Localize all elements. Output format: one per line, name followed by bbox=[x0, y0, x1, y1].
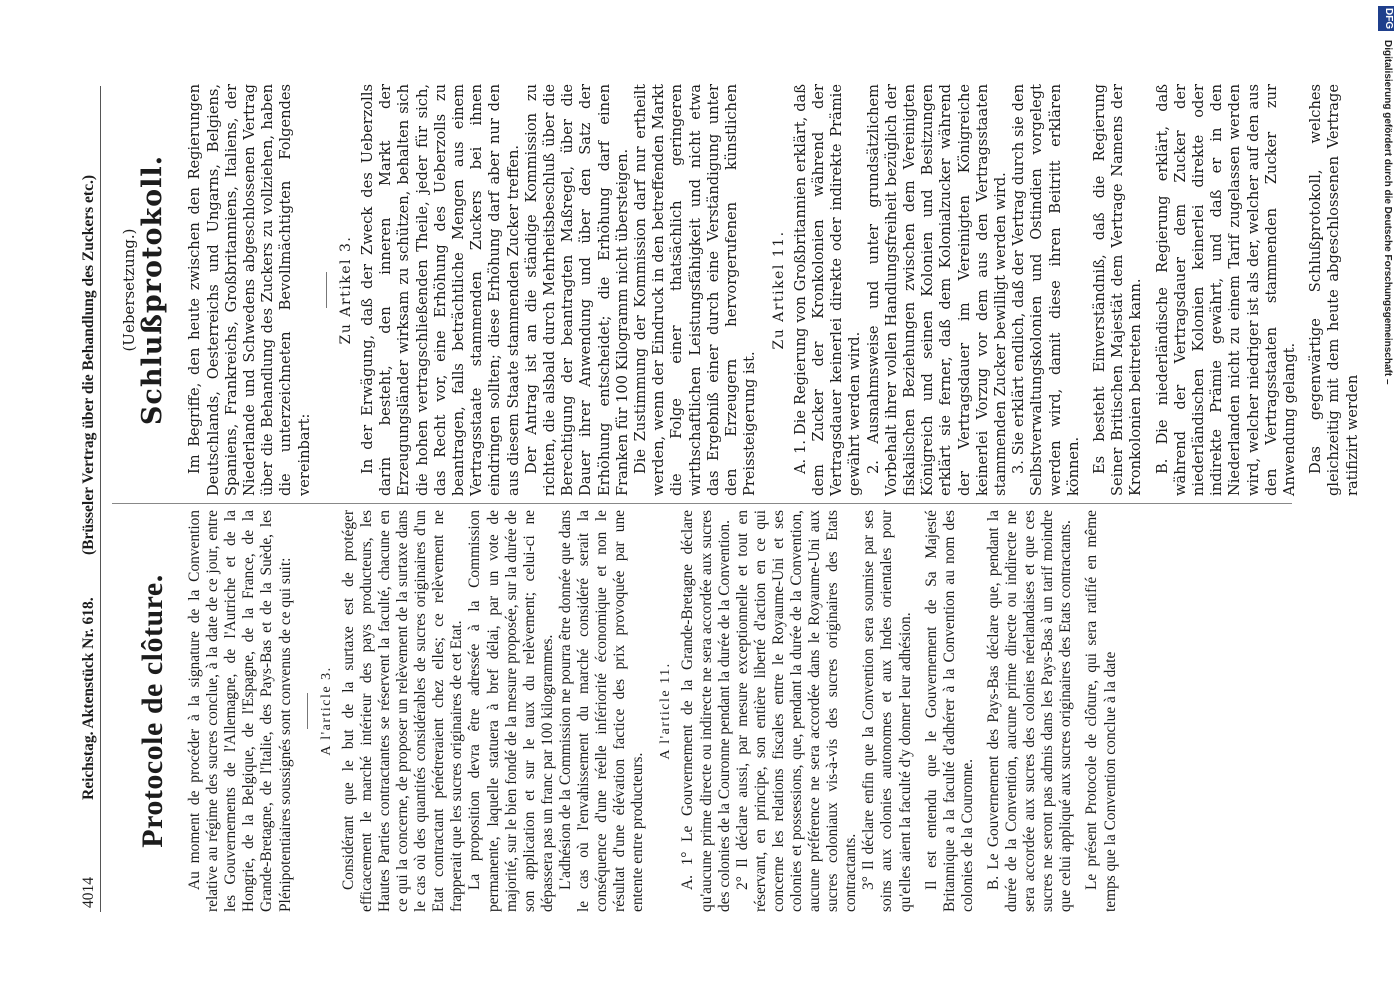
german-art11-paragraph: B. Die niederländische Regierung erklärt, daß während der Vertragsdauer dem Zucker der niederländischen Kolonien keinerlei direkte oder indirekte Prämie gewährt, und daß er in den Niederlanden nicht zu einem Tarif zugelassen werden wird, welcher niedriger ist als der, welcher auf den aus den Vertragsstaaten stammenden Zucker zur Anwendung gelangt. bbox=[1153, 84, 1298, 496]
french-intro: Au moment de procéder à la signature de la Convention relative au régime des sucres conclue, à la date de ce jour, entre les Gouvernements de l'Allemagne, de l'Autriche et de la Hongrie, de la Belgique, de l'Espagne, de la France, de la Grande-Bretagne, de l'Italie, des Pays-Bas et de la Suède, les Plénipotentiaires soussignés sont convenus de ce qui suit: bbox=[186, 510, 294, 912]
german-title: Schlußprotokoll. bbox=[137, 154, 169, 426]
dfg-logo: DFG bbox=[1378, 6, 1394, 31]
running-header-left: Reichstag. Aktenstück Nr. 618. bbox=[80, 597, 97, 800]
german-closing-paragraph: Das gegenwärtige Schlußprotokoll, welches gleichzeitig mit dem heute abgeschlossenen Vertrage ratifizirt werden bbox=[1307, 84, 1361, 496]
german-art3-paragraph: Der Antrag ist an die ständige Kommission zu richten, die alsbald durch Mehrheitsbeschluß über die Berechtigung der beantragten Maßregel, über die Dauer ihrer Anwendung und über den Satz der Erhöhung entscheidet; die Erhöhung darf einen Franken für 100 Kilogramm nicht übersteigen. bbox=[522, 84, 631, 496]
french-article-11-heading: A l'article 11. bbox=[658, 662, 674, 760]
german-article-11-heading: Zu Artikel 11. bbox=[770, 230, 787, 350]
french-art11-paragraph: 3° Il déclare enfin que la Convention sera soumise par ses soins aux colonies autonomes et aux Indes orientales pour qu'elles aient la faculté d'y donner leur adhésion. bbox=[860, 510, 914, 912]
french-art3-paragraph: La proposition devra être adressée à la Commission permanente, laquelle statuera à bref délai, par un vote de majorité, sur le bien fondé de la mesure proposée, sur la durée de son application et sur le taux du relèvement; celui-ci ne dépassera pas un franc par 100 kilogrammes. bbox=[466, 510, 556, 912]
german-intro: Im Begriffe, den heute zwischen den Regierungen Deutschlands, Oesterreichs und Ungarns, Belgiens, Spaniens, Frankreichs, Großbritanniens, Italiens, der Niederlande und Schwedens abgeschlossenen Vertrag über die Behandlung des Zuckers zu vollziehen, haben die unterzeichneten Bevollmächtigten Folgendes vereinbart: bbox=[186, 84, 313, 496]
section-rule bbox=[307, 693, 308, 729]
french-closing-paragraph: Le présent Protocole de clôture, qui sera ratifié en même temps que la Convention conclue à la date bbox=[1083, 510, 1119, 912]
german-art11-paragraph: Es besteht Einverständniß, daß die Regierung Seiner Britischen Majestät dem Vertrage Namens der Kronkolonien beitreten kann. bbox=[1090, 84, 1145, 496]
digitization-credit: Digitalisierung gefördert durch die Deutsche Forschungsgemeinschaft – bbox=[1382, 40, 1393, 385]
digitization-stamp bbox=[1375, 0, 1397, 1000]
german-art11-paragraph: 3. Sie erklärt endlich, daß der Vertrag durch sie den Selbstverwaltungskolonien und Ostindien vorgelegt werden wird, damit diese ihren Beitritt erklären können. bbox=[1010, 84, 1082, 496]
french-title: Protocole de clôture. bbox=[136, 574, 169, 848]
french-column bbox=[120, 510, 1120, 912]
column-divider bbox=[112, 503, 1292, 504]
page-number: 4014 bbox=[80, 877, 97, 908]
french-art11-paragraph: Il est entendu que le Gouvernement de Sa Majesté Britannique a la faculté d'adhérer à la Convention au nom des colonies de la Couronne. bbox=[922, 510, 976, 912]
german-art3-paragraph: In der Erwägung, daß der Zweck des Ueberzolls darin besteht, den inneren Markt der Erzeugungsländer wirksam zu schützen, behalten sich die hohen vertragschließenden Theile, jeder für sich, das Recht vor, eine Erhöhung des Ueberzolls zu beantragen, falls beträchtliche Mengen aus einem Vertragsstaate stammenden Zuckers bei ihnen eindringen sollten; diese Erhöhung darf aber nur den aus diesem Staate stammenden Zucker treffen. bbox=[359, 84, 522, 496]
german-art11-paragraph: A. 1. Die Regierung von Großbritannien erklärt, daß dem Zucker der Kronkolonien während der Vertragsdauer keinerlei direkte oder indirekte Prämie gewährt werden wird. bbox=[791, 84, 864, 496]
french-art11-paragraph: A. 1° Le Gouvernement de la Grande-Bretagne déclare qu'aucune prime directe ou indirecte ne sera accordée aux sucres des colonies de la Couronne pendant la durée de la Convention. bbox=[679, 510, 733, 912]
french-article-3-heading: A l'article 3. bbox=[318, 666, 334, 756]
french-art11-paragraph: B. Le Gouvernement des Pays-Bas déclare que, pendant la durée de la Convention, aucune prime directe ou indirecte ne sera accordée aux sucres des colonies néerlandaises et que ces sucres ne seront pas admis dans les Pays-Bas à un tarif moindre que celui appliqué aux sucres originaires des Etats contractants. bbox=[984, 510, 1075, 912]
german-column bbox=[120, 84, 1362, 496]
german-subtitle: (Uebersetzung.) bbox=[120, 228, 138, 352]
german-article-3-heading: Zu Artikel 3. bbox=[337, 235, 354, 345]
german-art3-paragraph: Die Zustimmung der Kommission darf nur ertheilt werden, wenn der Eindruck in den betreffenden Markt die Folge einer thatsächlich geringeren wirthschaftlichen Leistungsfähigkeit und nicht etwa das Ergebniß einer durch eine Verständigung unter den Erzeugern hervorgerufenen künstlichen Preissteigerung ist. bbox=[632, 84, 759, 496]
running-header-right: (Brüsseler Vertrag über die Behandlung des Zuckers etc.) bbox=[80, 174, 97, 556]
german-art11-paragraph: 2. Ausnahmsweise und unter grundsätzlichem Vorbehalt ihrer vollen Handlungsfreiheit bezüglich der fiskalischen Beziehungen zwischen dem Vereinigten Königreich und seinen Kolonien und Besitzungen erklärt sie ferner, daß dem Kolonialzucker während der Vertragsdauer im Vereinigten Königreiche keinerlei Vorzug vor dem aus den Vertragsstaaten stammenden Zucker bewilligt werden wird. bbox=[864, 84, 1009, 496]
french-art3-paragraph: Considérant que le but de la surtaxe est de protéger efficacement le marché intérieur des pays producteurs, les Hautes Parties contractantes se réservent la faculté, chacune en ce qui la concerne, de proposer un relèvement de la surtaxe dans le cas où des quantités considérables de sucres originaires d'un Etat contractant pénétreraient chez elles; ce relèvement ne frapperait que les sucres originaires de cet Etat. bbox=[339, 510, 466, 912]
header-rule bbox=[100, 86, 101, 912]
french-art3-paragraph: L'adhésion de la Commission ne pourra être donnée que dans le cas où l'envahissement du marché considéré serait la conséquence d'une réelle infériorité économique et non le résultat d'une élévation factice des prix provoquée par une entente entre producteurs. bbox=[556, 510, 647, 912]
section-rule bbox=[326, 272, 327, 308]
french-art11-paragraph: 2° Il déclare aussi, par mesure exceptionnelle et tout en réservant, en principe, son entière liberté d'action en ce qui concerne les relations fiscales entre le Royaume-Uni et ses colonies et possessions, que, pendant la durée de la Convention, aucune préférence ne sera accordée dans le Royaume-Uni aux sucres coloniaux vis-à-vis des sucres originaires des Etats contractants. bbox=[733, 510, 860, 912]
